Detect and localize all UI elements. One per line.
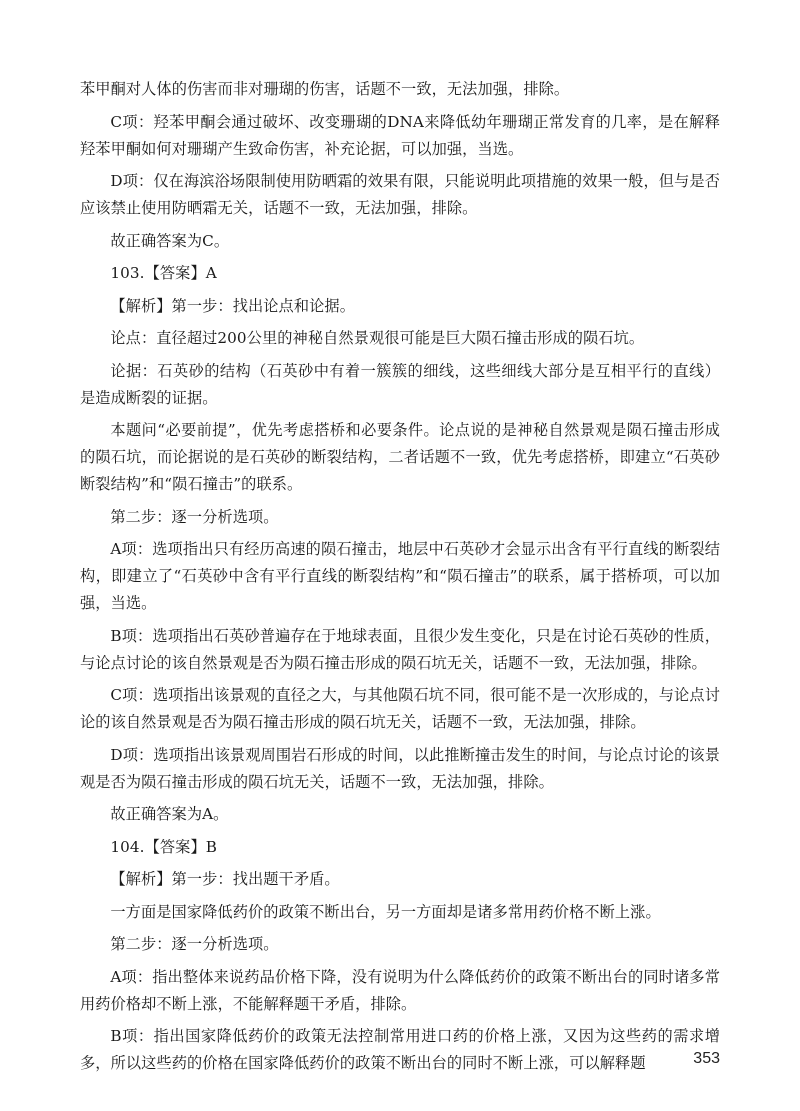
answer-heading: 104.【答案】B (110, 837, 218, 856)
paragraph: B项：选项指出石英砂普遍存在于地球表面，且很少发生变化，只是在讨论石英砂的性质，与论点讨论的该自然景观是否为陨石撞击形成的陨石坑无关，话题不一致，无法加强，排除。 (80, 626, 720, 672)
paragraph: 一方面是国家降低药价的政策不断出台，另一方面却是诸多常用药价格不断上涨。 (110, 902, 661, 921)
paragraph: D项：仅在海滨浴场限制使用防晒霜的效果有限，只能说明此项措施的效果一般，但与是否应该禁止使用防晒霜无关，话题不一致，无法加强，排除。 (80, 172, 720, 217)
paragraph: 论点：直径超过200公里的神秘自然景观很可能是巨大陨石撞击形成的陨石坑。 (110, 329, 645, 347)
page-number: 353 (693, 1050, 720, 1067)
paragraph: 【解析】第一步：找出论点和论据。 (110, 296, 355, 315)
paragraph: C项：羟苯甲酮会通过破坏、改变珊瑚的DNA来降低幼年珊瑚正常发育的几率，是在解释羟苯甲酮如何对珊瑚产生致命伤害，补充论据，可以加强，当选。 (80, 112, 720, 158)
page-body (80, 76, 720, 1083)
paragraph: B项：指出国家降低药价的政策无法控制常用进口药的价格上涨，又因为这些药的需求增多，所以这些药的价格在国家降低药价的政策不断出台的同时不断上涨，可以解释题 (80, 1027, 720, 1072)
answer-heading: 103.【答案】A (110, 264, 217, 282)
paragraph: A项：指出整体来说药品价格下降，没有说明为什么降低药价的政策不断出台的同时诸多常用药价格却不断上涨，不能解释题干矛盾，排除。 (80, 967, 720, 1013)
paragraph: 第二步：逐一分析选项。 (110, 935, 279, 953)
paragraph: 故正确答案为A。 (110, 805, 229, 823)
paragraph: A项：选项指出只有经历高速的陨石撞击，地层中石英砂才会显示出含有平行直线的断裂结构，即建立了“石英砂中含有平行直线的断裂结构”和“陨石撞击”的联系，属于搭桥项，可以加强，当选。 (80, 540, 720, 612)
paragraph: 【解析】第一步：找出题干矛盾。 (110, 870, 340, 888)
paragraph: 第二步：逐一分析选项。 (110, 507, 279, 526)
paragraph: 故正确答案为C。 (110, 231, 230, 250)
paragraph: 论据：石英砂的结构（石英砂中有着一簇簇的细线，这些细线大部分是互相平行的直线）是造成断裂的证据。 (80, 361, 720, 407)
paragraph: 苯甲酮对人体的伤害而非对珊瑚的伤害，话题不一致，无法加强，排除。 (80, 80, 570, 98)
paragraph: D项：选项指出该景观周围岩石形成的时间，以此推断撞击发生的时间，与论点讨论的该景观是否为陨石撞击形成的陨石坑无关，话题不一致，无法加强，排除。 (80, 745, 720, 791)
paragraph: 本题问“必要前提”，优先考虑搭桥和必要条件。论点说的是神秘自然景观是陨石撞击形成的陨石坑，而论据说的是石英砂的断裂结构，二者话题不一致，优先考虑搭桥，即建立“石英砂断裂结构”和“陨石撞击”的联系。 (80, 421, 720, 493)
paragraph: C项：选项指出该景观的直径之大，与其他陨石坑不同，很可能不是一次形成的，与论点讨论的该自然景观是否为陨石撞击形成的陨石坑无关，话题不一致，无法加强，排除。 (80, 686, 720, 731)
